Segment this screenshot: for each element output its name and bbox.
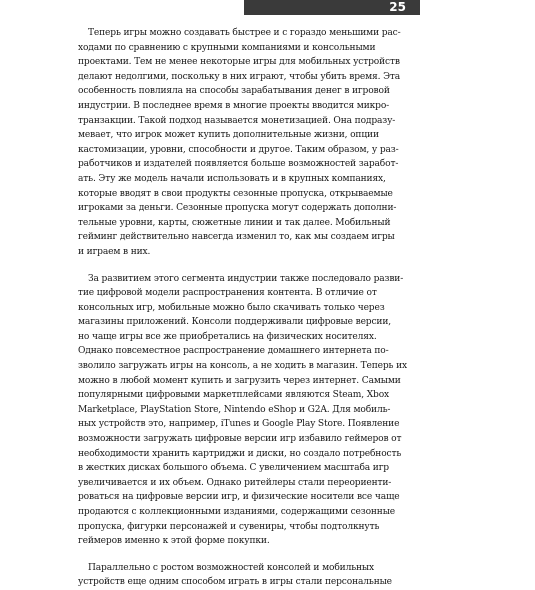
text-line: но чаще игры все же приобретались на физических носителях. xyxy=(78,331,377,342)
text-line: тельные уровни, карты, сюжетные линии и так далее. Мобильный xyxy=(78,217,391,228)
running-header-bar xyxy=(244,0,535,28)
text-line: ходами по сравнению с крупными компаниями и консольными xyxy=(78,42,376,53)
text-line: кастомизации, уровни, способности и другое. Таким образом, у раз- xyxy=(78,144,399,155)
text-line: можно в любой момент купить и загрузить через интернет. Самыми xyxy=(78,375,401,386)
text-line: в жестких дисках большого объема. С увеличением масштаба игр xyxy=(78,463,389,474)
text-line: зволило загружать игры на консоль, а не ходить в магазин. Теперь их xyxy=(78,361,407,372)
text-line: пропуска, фигурки персонажей и сувениры, чтобы подтолкнуть xyxy=(78,521,380,532)
text-line: консольных игр, мобильные можно было скачивать только через xyxy=(78,302,385,313)
text-line: Теперь игры можно создавать быстрее и с гораздо меньшими рас- xyxy=(88,28,401,38)
text-line: необходимости хранить картриджи и диски, но создало потребность xyxy=(78,448,402,459)
text-line: тие цифровой модели распространения контента. В отличие от xyxy=(78,288,377,299)
text-line: индустрии. В последнее время в многие проекты вводится микро- xyxy=(78,100,390,111)
text-line: увеличивается и их объем. Однако ритейлеры стали переориенти- xyxy=(78,477,392,488)
text-line: особенность повлияла на способы зарабатывания денег в игровой xyxy=(78,86,390,97)
text-line: ать. Эту же модель начали использовать и в крупных компаниях, xyxy=(78,173,386,184)
paragraph xyxy=(78,26,401,260)
text-line: За развитием этого сегмента индустрии также последовало разви- xyxy=(88,273,404,284)
page-number: 25 xyxy=(389,0,406,14)
text-line: Marketplace, PlayStation Store, Nintendo eShop и G2A. Для мобиль- xyxy=(78,404,391,415)
text-line: мевает, что игрок может купить дополнительные жизни, опции xyxy=(78,130,379,141)
text-line: транзакции. Такой подход называется монетизацией. Она подразу- xyxy=(78,115,396,126)
text-line: игроками за деньги. Сезонные пропуска могут содержать дополни- xyxy=(78,203,397,214)
paragraph-gap xyxy=(78,260,373,272)
paragraph xyxy=(78,272,407,549)
text-line: возможности загружать цифровые версии игр избавило геймеров от xyxy=(78,434,402,445)
body-text xyxy=(78,26,407,590)
text-line: устройств еще одним способом играть в игры стали персональные xyxy=(78,577,392,588)
text-line: Параллельно с ростом возможностей консолей и мобильных xyxy=(88,562,374,573)
text-line: работчиков и издателей появляется больше возможностей заработ- xyxy=(78,159,399,170)
text-line: проектами. Тем не менее некоторые игры для мобильных устройств xyxy=(78,57,400,68)
text-line: популярными цифровыми маркетплейсами являются Steam, Xbox xyxy=(78,390,390,401)
text-line: Однако повсеместное распространение домашнего интернета по- xyxy=(78,346,389,357)
text-line: и играем в них. xyxy=(78,246,151,257)
text-line: роваться на цифровые версии игр, и физические носители все чаще xyxy=(78,492,400,503)
text-line: которые вводят в свои продукты сезонные пропуска, открываемые xyxy=(78,188,393,199)
paragraph-gap xyxy=(78,549,373,561)
text-line: продаются с коллекционными изданиями, содержащими сезонные xyxy=(78,507,396,517)
text-line: ных устройств это, например, iTunes и Google Play Store. Появление xyxy=(78,419,400,430)
paragraph xyxy=(78,561,392,590)
running-head-title: Краткая история xyxy=(494,2,535,28)
text-line: делают недолгими, поскольку в них играют, чтобы убить время. Эта xyxy=(78,71,401,82)
text-line: гейминг действительно навсегда изменил то, как мы создаем игры xyxy=(78,232,395,243)
text-line: геймеров именно к этой форме покупки. xyxy=(78,536,270,547)
text-line: магазины приложений. Консоли поддерживали цифровые версии, xyxy=(78,317,391,328)
